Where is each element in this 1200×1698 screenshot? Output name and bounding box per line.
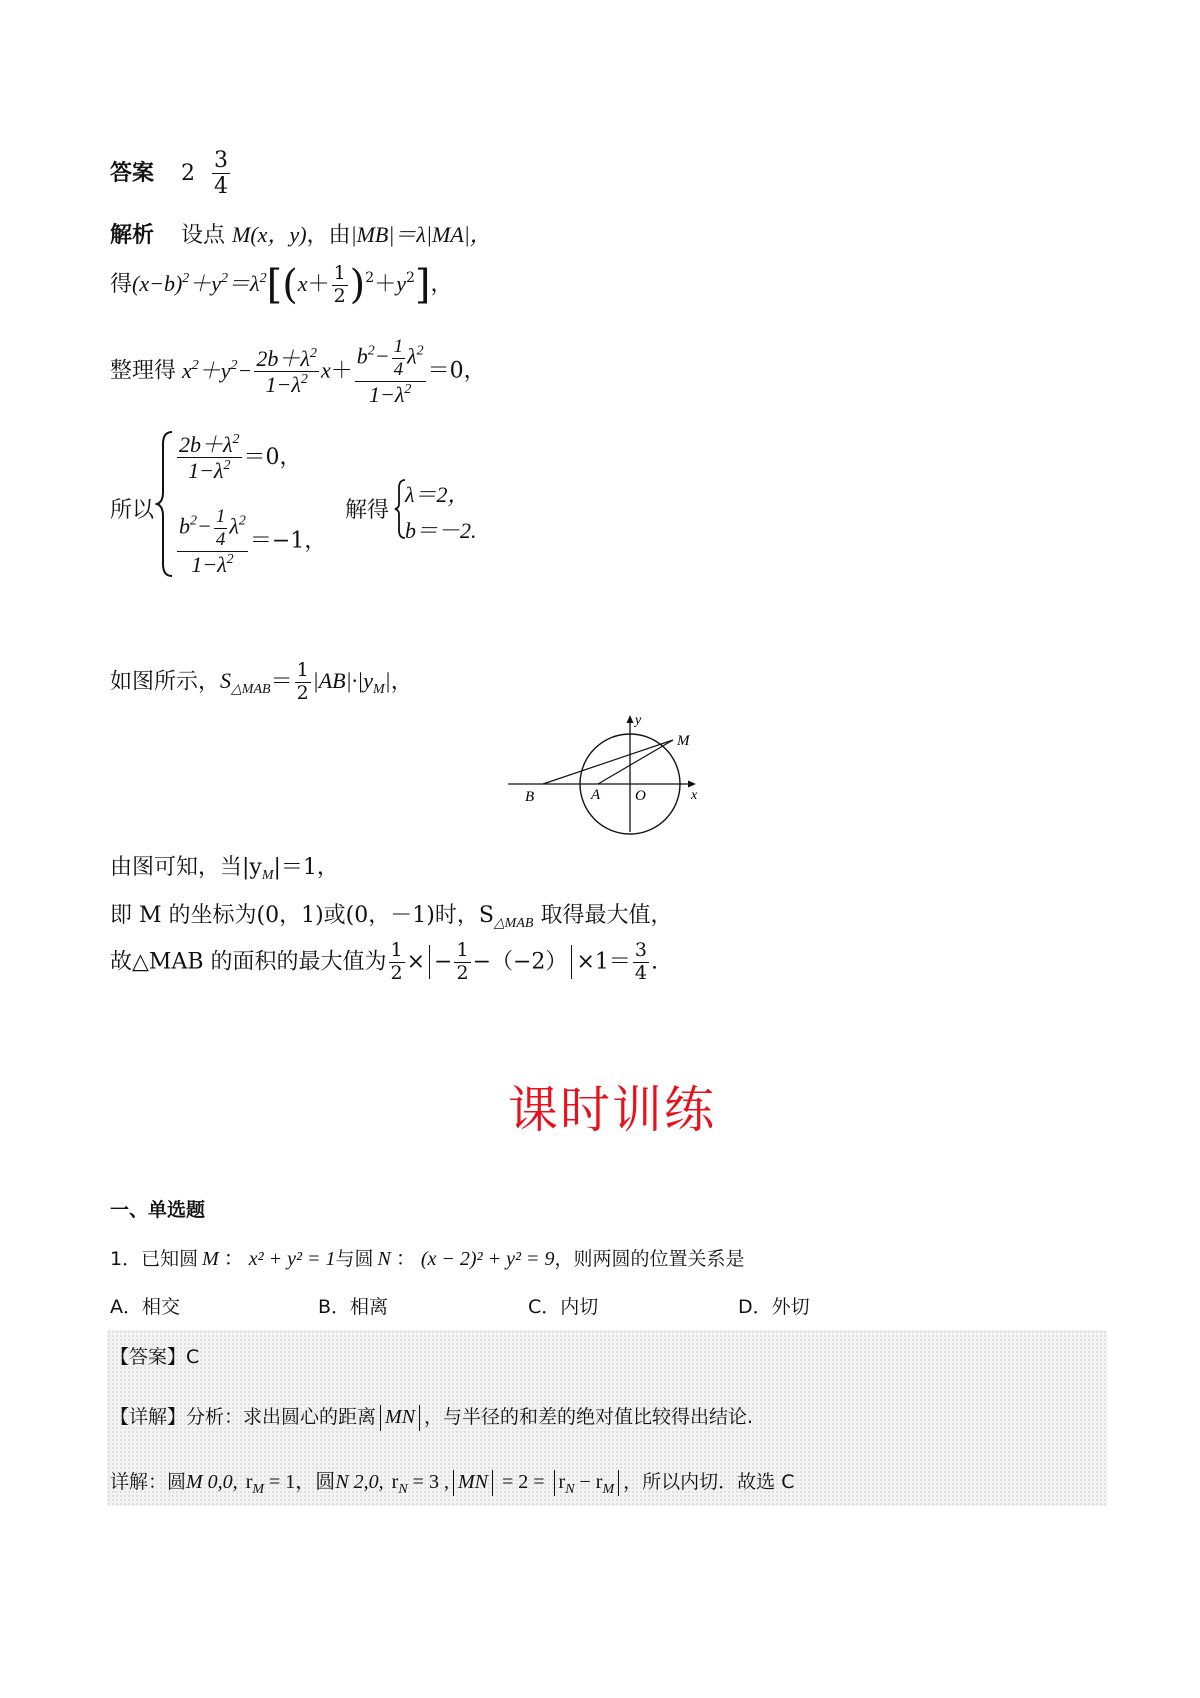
answer-label: 答案 — [110, 160, 155, 186]
analysis-line-7: 即 M 的坐标为(0，1)或(0，－1)时，$S_{\triangle MAB}$ 取得最大值， — [110, 903, 673, 931]
analysis-line-3: 整理得 $x^2+y^2-$ $\frac{2b+\lambda^2}{1-\lambda^2}$ x＋ $b^2-$ $\frac{1}{4}$ $\lambda^2$ $1-\lambda^2$ ＝0， — [110, 336, 486, 407]
option-a[interactable]: A．相交 — [110, 1296, 181, 1318]
analysis-line-2: 得$(x-b)^2+y^2=\lambda^2[(x+$ $\frac{1}{2}$ )$^2+y^2$]， — [110, 261, 453, 308]
analysis-line-1: 解析 设点 M(x，y)，由|MB|＝λ|MA|， — [110, 222, 492, 248]
option-d[interactable]: D．外切 — [738, 1296, 810, 1318]
system-eq-1: $\frac{2b+\lambda^2}{1-\lambda^2}$ ＝0， — [179, 432, 302, 484]
x-axis-arrow — [688, 781, 696, 788]
label-m: M — [677, 733, 690, 749]
label-b: B — [525, 789, 535, 805]
label-x: x — [691, 788, 698, 803]
part-heading: 一、单选题 — [110, 1199, 206, 1221]
option-c[interactable]: C．内切 — [528, 1296, 599, 1318]
question-1: 1．已知圆 M ： x² + y² = 1与圆 N ： (x − 2)² + y² = 9，则两圆的位置关系是 — [110, 1248, 745, 1270]
segment-bm — [543, 740, 673, 784]
solution-answer: 【答案】C — [110, 1346, 200, 1368]
coordinate-figure — [505, 710, 705, 835]
analysis-line-4-prefix: 所以 — [110, 498, 155, 523]
solution-detail: 【详解】分析：求出圆心的距离 MN ，与半径的和差的绝对值比较得出结论. — [110, 1402, 753, 1431]
y-axis-arrow — [627, 715, 634, 723]
system-eq-2: $b^2-$ $\frac{1}{4}$ $\lambda^2$ $1-\lambda^2$ ＝−1， — [179, 506, 327, 577]
analysis-line-6: 由图可知，当$|y_M|=1$， — [110, 855, 339, 883]
analysis-label: 解析 — [110, 223, 155, 248]
analysis-line-8: 故△MAB 的面积的最大值为 $\frac{1}{2}$ × − $\frac{1}{2}$ −（−2） ×1＝ $\frac{3}{4}$ . — [110, 939, 658, 984]
label-y: y — [635, 713, 642, 728]
section-title: 课时训练 — [508, 1081, 716, 1139]
analysis-solve-label: 解得 — [345, 498, 390, 523]
answer-fraction: $\frac{3}{4}$ — [214, 148, 229, 200]
solution-detail-2: 详解：圆M 0,0, $r_M = 1$，圆N 2,0, $r_N = 3$ , MN = $2 = r_N - r_M$ ，所以内切．故选 C — [110, 1471, 795, 1497]
answer-value: 2 — [181, 160, 196, 186]
label-o: O — [635, 788, 646, 804]
result-eq-2: b＝－2. — [405, 518, 477, 543]
system-brace — [155, 430, 175, 578]
analysis-line-5: 如图所示，$S_{\triangle MAB}=$ $\frac{1}{2}$ $|AB|\cdot|y_M|$， — [110, 659, 413, 704]
answer-line — [110, 148, 232, 200]
option-b[interactable]: B．相离 — [318, 1296, 389, 1318]
label-a: A — [591, 787, 601, 803]
result-eq-1: λ＝2， — [405, 482, 470, 507]
